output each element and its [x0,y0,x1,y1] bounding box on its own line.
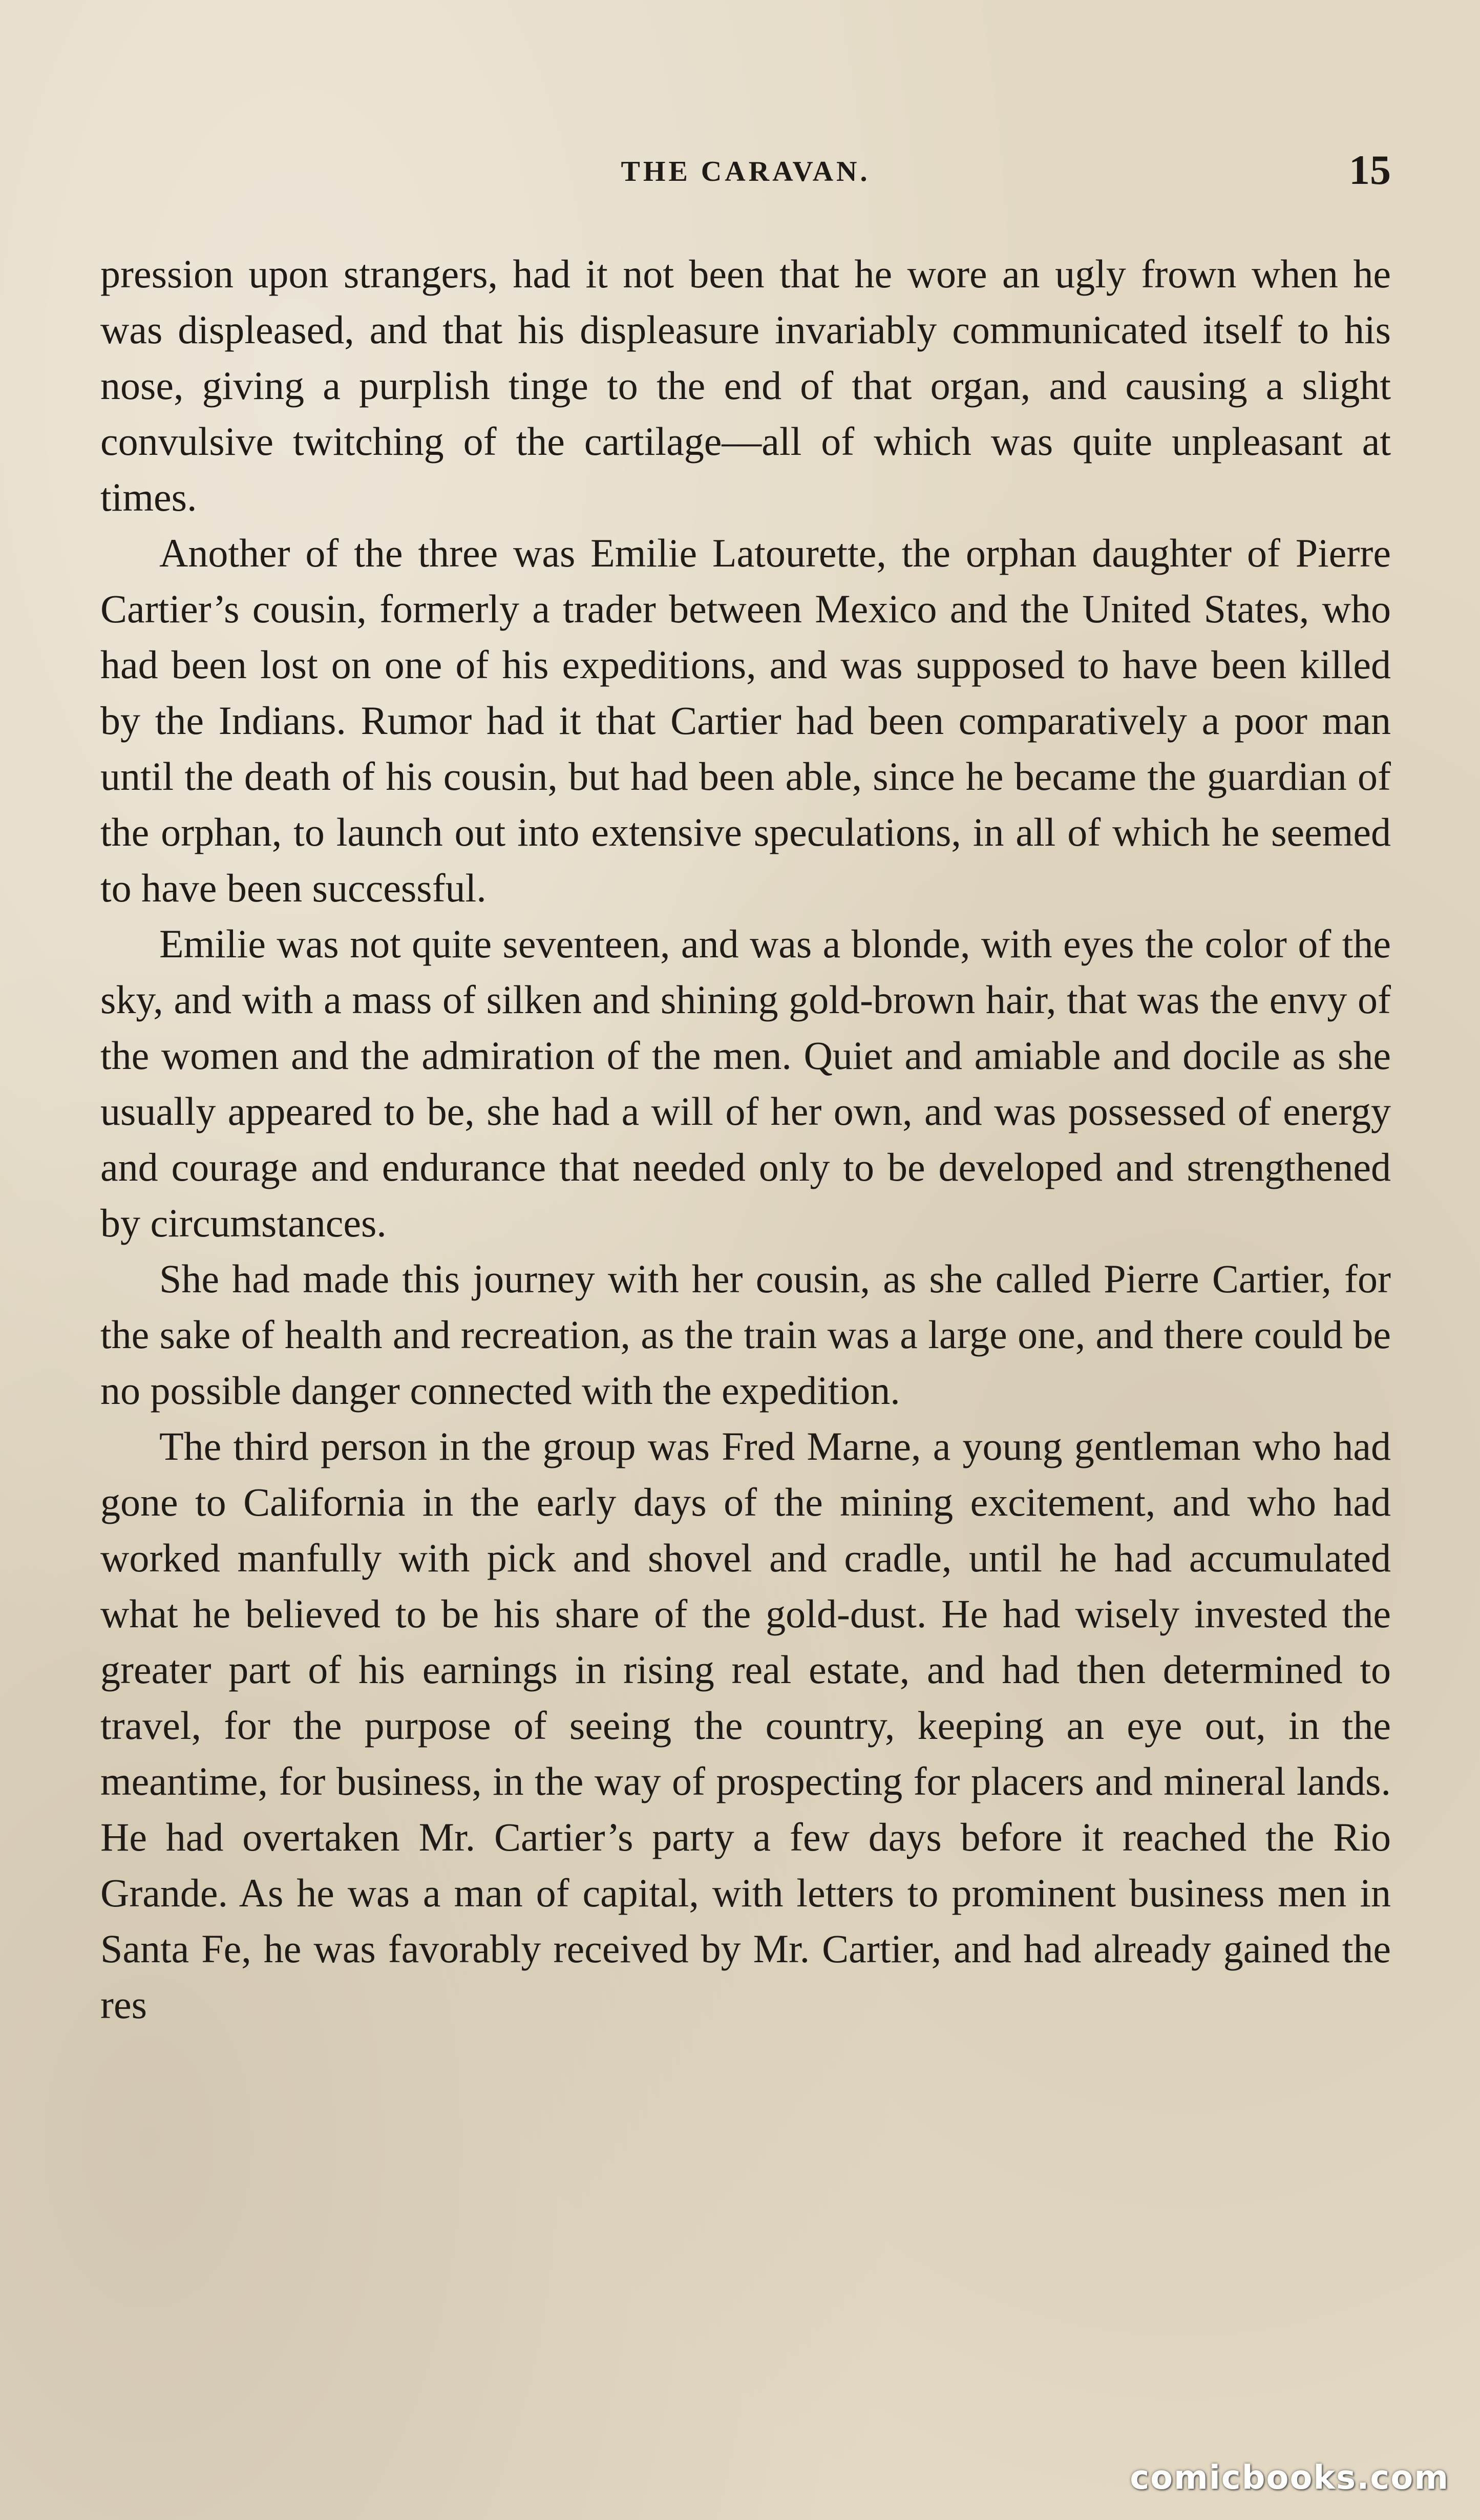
paragraph-1: pression upon strangers, had it not been that he wore an ugly frown when he was displeased, and that his displeasure invariably communicated itself to his nose, giving a purplish tinge to the end of that organ, and causing a slight convulsive twitching of the cartilage—all of which was quite unpleasant at times. [100,251,1391,519]
paragraph-4: She had made this journey with her cousin, as she called Pierre Cartier, for the sake of health and recreation, as the train was a large one, and there could be no possible danger connected with the expedition. [100,1256,1391,1413]
watermark: comicbooks.com [1130,2459,1449,2497]
body-text [100,246,1391,2032]
running-head: THE CARAVAN. [621,156,871,187]
page-header [100,146,1391,197]
paragraph-5: The third person in the group was Fred Marne, a young gentleman who had gone to California in the early days of the mining excitement, and who had worked manfully with pick and shovel and cradle, until he had accumulated what he believed to be his share of the gold-dust. He had wisely invested the greater part of his earnings in rising real estate, and had then determined to travel, for the purpose of seeing the country, keeping an eye out, in the meantime, for business, in the way of prospecting for placers and mineral lands. He had overtaken Mr. Cartier’s party a few days before it reached the Rio Grande. As he was a man of capital, with letters to prominent business men in Santa Fe, he was favorably received by Mr. Cartier, and had already gained the res [100,1424,1391,2027]
paragraph-3: Emilie was not quite seventeen, and was a blonde, with eyes the color of the sky, and with a mass of silken and shining gold-brown hair, that was the envy of the women and the admiration of the men. Quiet and amiable and docile as she usually appeared to be, she had a will of her own, and was possessed of energy and courage and endurance that needed only to be developed and strengthened by circumstances. [100,921,1391,1245]
paragraph-2: Another of the three was Emilie Latourette, the orphan daughter of Pierre Cartier’s cousin, formerly a trader between Mexico and the United States, who had been lost on one of his expeditions, and was supposed to have been killed by the Indians. Rumor had it that Cartier had been comparatively a poor man until the death of his cousin, but had been able, since he became the guardian of the orphan, to launch out into extensive speculations, in all of which he seemed to have been successful. [100,531,1391,910]
page-number: 15 [1349,146,1391,193]
